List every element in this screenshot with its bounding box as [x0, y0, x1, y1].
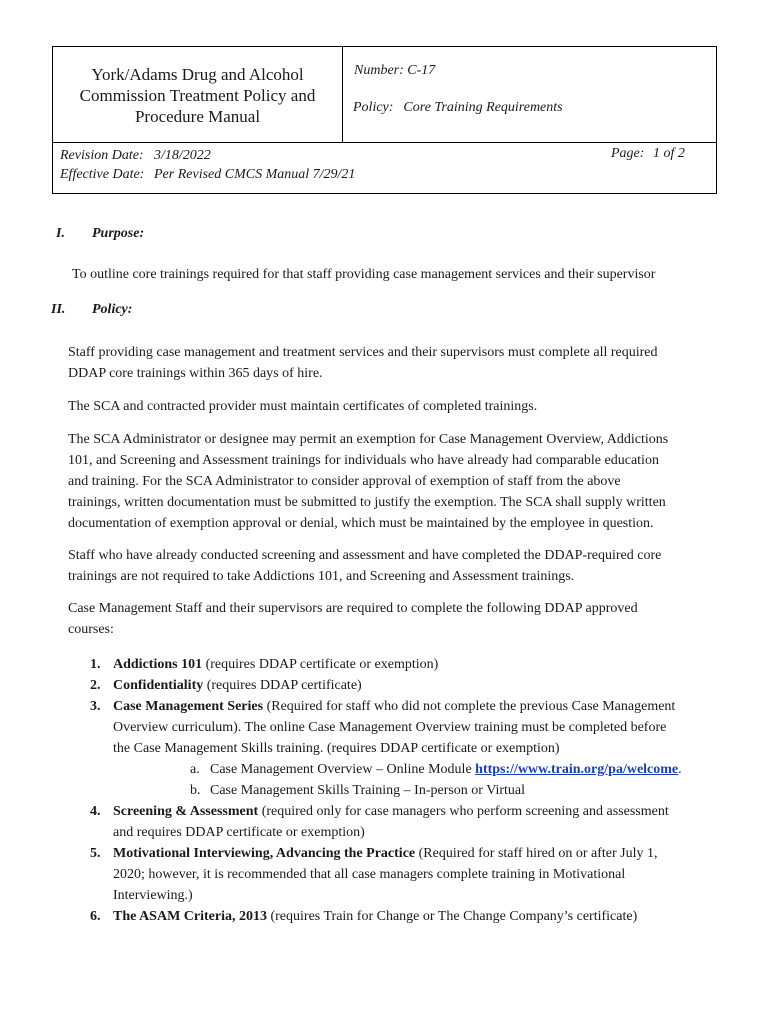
revision-info: [60, 146, 355, 184]
revision-label: Revision Date:: [60, 148, 144, 163]
list-number: 1.: [90, 657, 101, 672]
course-note: (requires DDAP certificate or exemption): [202, 657, 439, 672]
paragraph-line: documentation of exemption approval or denial, which must be maintained by the employee in question.: [68, 516, 654, 531]
list-item: [90, 801, 730, 843]
paragraph-line: DDAP core trainings within 365 days of hire.: [68, 366, 323, 381]
paragraph-line: and training. For the SCA Administrator to consider approval of exemption of staff from the above: [68, 474, 621, 489]
required-course-list: [90, 654, 730, 927]
sub-item-text: Case Management Overview – Online Module: [210, 762, 476, 777]
paragraph-line: The SCA Administrator or designee may permit an exemption for Case Management Overview, Addictions: [68, 432, 669, 447]
sub-item-text: Case Management Skills Training – In-person or Virtual: [210, 783, 526, 798]
course-note: (requires DDAP certificate): [203, 678, 362, 693]
course-name: Screening & Assessment: [113, 804, 259, 819]
manual-title-line: Procedure Manual: [134, 107, 261, 126]
list-item: [90, 654, 730, 675]
page-indicator: [611, 146, 685, 162]
section-numeral: II.: [51, 302, 66, 317]
policy-number: [354, 63, 435, 79]
manual-title-line: Commission Treatment Policy and: [79, 86, 316, 105]
page-label: Page:: [611, 146, 645, 161]
policy-header-box: [52, 46, 717, 194]
course-name: Case Management Series: [113, 699, 264, 714]
course-note: Interviewing.): [113, 888, 193, 903]
paragraph-line: courses:: [68, 622, 114, 637]
list-number: 5.: [90, 846, 101, 861]
course-note: (Required for staff hired on or after July 1,: [415, 846, 658, 861]
course-name: Confidentiality: [113, 678, 204, 693]
sub-list-item: [90, 759, 730, 780]
policy-paragraph: [68, 342, 720, 384]
course-name: The ASAM Criteria, 2013: [113, 909, 267, 924]
effective-value: Per Revised CMCS Manual 7/29/21: [154, 167, 356, 182]
list-number: 4.: [90, 804, 101, 819]
course-note: and requires DDAP certificate or exemption): [113, 825, 365, 840]
paragraph-line: Staff who have already conducted screening and assessment and have completed the DDAP-required core: [68, 548, 662, 563]
manual-title-line: York/Adams Drug and Alcohol: [91, 65, 304, 84]
paragraph-line: Staff providing case management and treatment services and their supervisors must complete all required: [68, 345, 658, 360]
list-item: [90, 696, 730, 759]
sub-list-letter: b.: [190, 783, 201, 798]
number-label: Number:: [354, 63, 404, 78]
paragraph-line: To outline core trainings required for that staff providing case management services and their supervisor: [72, 267, 656, 282]
list-item: [90, 843, 730, 906]
paragraph-line: trainings, written documentation must be submitted to justify the exemption. The SCA shall supply written: [68, 495, 666, 510]
section-numeral: I.: [56, 226, 65, 241]
policy-value: Core Training Requirements: [403, 100, 563, 115]
course-note: (requires Train for Change or The Change Company’s certificate): [266, 909, 638, 924]
sub-list-letter: a.: [190, 762, 200, 777]
revision-value: 3/18/2022: [154, 148, 211, 163]
course-note: 2020; however, it is recommended that all case managers complete training in Motivational: [113, 867, 626, 882]
policy-paragraph: [68, 429, 720, 534]
policy-paragraph: [68, 545, 720, 587]
policy-paragraph: [68, 396, 720, 417]
course-name: Motivational Interviewing, Advancing the Practice: [113, 846, 416, 861]
section-title: Purpose:: [92, 226, 145, 241]
course-name: Addictions 101: [113, 657, 203, 672]
list-item: [90, 675, 730, 696]
policy-label: Policy:: [353, 100, 394, 115]
course-note: Overview curriculum). The online Case Management Overview training must be completed before: [113, 720, 667, 735]
policy-identity: [344, 47, 716, 142]
header-divider: [53, 142, 716, 143]
list-number: 6.: [90, 909, 101, 924]
list-item: [90, 906, 730, 927]
purpose-paragraph: [72, 264, 724, 285]
policy-paragraph: [68, 598, 720, 640]
manual-title: [53, 47, 343, 142]
sub-list-item: [90, 780, 730, 801]
paragraph-line: Case Management Staff and their supervisors are required to complete the following DDAP approved: [68, 601, 638, 616]
number-value: C-17: [407, 63, 436, 78]
list-number: 2.: [90, 678, 101, 693]
paragraph-line: trainings are not required to take Addictions 101, and Screening and Assessment trainings.: [68, 569, 575, 584]
page-value: 1 of 2: [653, 146, 685, 161]
section-title: Policy:: [92, 302, 133, 317]
policy-name: [353, 100, 563, 116]
sub-item-after: .: [678, 762, 682, 777]
list-number: 3.: [90, 699, 101, 714]
course-note: (Required for staff who did not complete the previous Case Management: [263, 699, 676, 714]
paragraph-line: 101, and Screening and Assessment trainings for individuals who have already had comparable education: [68, 453, 659, 468]
paragraph-line: The SCA and contracted provider must maintain certificates of completed trainings.: [68, 399, 538, 414]
course-note: the Case Management Skills training. (requires DDAP certificate or exemption): [113, 741, 560, 756]
course-note: (required only for case managers who perform screening and assessment: [258, 804, 669, 819]
effective-label: Effective Date:: [60, 167, 145, 182]
train-org-link[interactable]: https://www.train.org/pa/welcome: [475, 762, 679, 777]
